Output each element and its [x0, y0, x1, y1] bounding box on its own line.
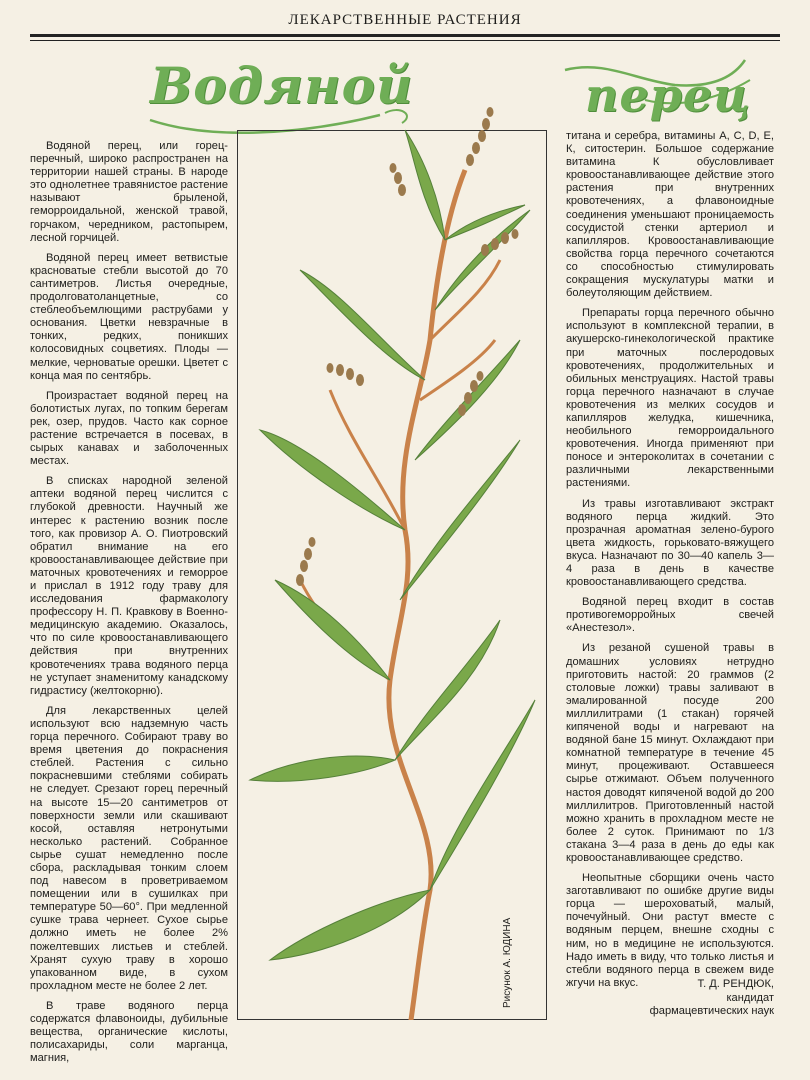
left-paragraph: Для лекарственных целей используют всю надземную часть горца перечного. Собирают траву во время цветения до покраснения стеблей. Растения с сильно покрасневшими стеблями собирать не следует. Срезают горец перечный на высоте 15—20 сантиметров от поверхности земли или скашивают косой, оставляя нетронутыми несколько растений. Собранное сырье сушат немедленно после сбора, раскладывая тонким слоем под навесом в проветриваемом помещении или в сушилках при температуре 50—60°. При медленной сушке трава чернеет. Сухое сырье должно иметь не более 2% пожелтевших листьев и стеблей. Хранят сухую траву в хорошо упакованном виде, в сухом прохладном месте не более 2 лет. [30, 704, 228, 992]
left-paragraph: Водяной перец, или горец-перечный, широко распространен на территории нашей страны. В народе это однолетнее травянистое растение называют брыленой, геморроидальной, женской травой, горчаком, чередником, растопырем, лесной горчицей. [30, 140, 228, 244]
left-paragraph: В списках народной зеленой аптеки водяной перец числится с глубокой древности. Научный же интерес к растению возник после того, как провизор А. О. Пиотровский обратил внимание на его кровоостанавливающее действие при маточных кровотечениях и геморрое и прислал в 1912 году траву для исследования фармакологу профессору Н. П. Кравкову в Военно-медицинскую академию. Оказалось, что по силе кровоостанавливающего действия при внутренних кровотечениях трава водяного перца не уступает знаменитому канадскому гидрастису (желтокорню). [30, 475, 228, 697]
flower-spike [296, 537, 316, 586]
right-paragraph: Водяной перец входит в состав противогеморройных свечей «Анестезол». [566, 596, 774, 635]
right-paragraph: Из резаной сушеной травы в домашних условиях нетрудно приготовить настой: 20 граммов (2 столовые ложки) травы заливают в эмалированной посуде 200 миллилитрами (1 стакан) горячей кипяченой воды и нагревают на водяной бане 15 минут. Охлаждают при комнатной температуре в течение 45 минут, процеживают. Оставшееся сырье отжимают. Объем полученного настоя доводят кипяченой водой до 200 миллилитров. Приготовленный настой можно хранить в прохладном месте не более 2 суток. Принимают по 1/3 стакана 3—4 раза в день до еды как кровоостанавливающее средство. [566, 642, 774, 864]
leaf [395, 620, 500, 760]
left-paragraph: Водяной перец имеет ветвистые красноватые стебли высотой до 70 сантиметров. Листья очередные, продолговатоланцетные, со стеблеобъемлющими раструбами у основания. Цветки невзрачные в тонких, редких, поникших колосовидных соцветиях. Плоды — мелкие, черноватые орешки. Цветет с конца мая по сентябрь. [30, 251, 228, 382]
left-column [30, 140, 228, 1072]
right-paragraph: Препараты горца перечного обычно используют в комплексной терапии, в акушерско-гинекологической практике при маточных послеродовых кровотечениях, продолжительных и обильных менструациях. Настой травы горца перечного назначают в случае кровотечения из мелких сосудов и капилляров желудка, кишечника, необильного геморроидального кровотечения. Иногда применяют при поносе и энтероколитах в сочетании с различными лекарственными растениями. [566, 307, 774, 490]
leaf [250, 756, 395, 781]
title-word-2: перец [585, 68, 752, 122]
leaf [405, 130, 445, 240]
illustration-credit: Рисунок А. ЮДИНА [502, 917, 513, 1008]
leaf [400, 440, 520, 600]
section-header: ЛЕКАРСТВЕННЫЕ РАСТЕНИЯ [288, 12, 522, 28]
right-paragraph: Неопытные сборщики очень часто заготавливают по ошибке другие виды горца — шероховатый, малый, почечуйный. Они растут вместе с водяным перцем, внешне сходны с ним, но в медицине не используются. Надо иметь в виду, что только листья и стебли водяного перца в свежем виде жгучи на вкус. [566, 872, 774, 989]
author-field: фармацевтических наук [649, 1005, 774, 1017]
title-word-1: Водяной [150, 56, 414, 115]
flower-spike [466, 107, 494, 166]
leaf [275, 580, 390, 680]
author-signature [650, 978, 774, 1019]
leaf [270, 890, 430, 960]
left-paragraph: Произрастает водяной перец на болотистых лугах, по топким берегам рек, озер, прудов. Часто как сорное растение встречается в посевах, в сырых канавах и заболоченных местах. [30, 389, 228, 468]
leaf [260, 430, 405, 530]
right-paragraph: титана и серебра, витамины А, С, D, Е, К, ситостерин. Большое содержание витамина К обусловливает кровоостанавливающее действие этого растения при внутренних кровотечениях, а флавоноидные соединения уменьшают проницаемость сосудистой стенки артериол и капилляров. Кровоостанавливающие свойства горца перечного сочетаются со способностью стимулировать сокращения мускулатуры матки и болеутоляющим действием. [566, 130, 774, 300]
left-paragraph: В траве водяного перца содержатся флавоноиды, дубильные вещества, органические кислоты, полисахариды, соли марганца, магния, [30, 999, 228, 1065]
flower-spike [327, 363, 365, 386]
leaf [430, 700, 535, 890]
right-column [566, 130, 774, 997]
water-pepper-illustration [230, 60, 570, 1020]
author-degree: кандидат [726, 991, 774, 1004]
author-name: Т. Д. РЕНДЮК, [697, 978, 774, 990]
right-paragraph: Из травы изготавливают экстракт водяного перца жидкий. Это прозрачная ароматная зелено-бурого цвета жидкость, горьковато-вяжущего вкуса. Назначают по 30—40 капель 3—4 раза в день в качестве кровоостанавливающего средства. [566, 497, 774, 589]
flower-spike [390, 163, 407, 196]
header-rule-thick [30, 34, 780, 37]
leaf [300, 270, 425, 380]
